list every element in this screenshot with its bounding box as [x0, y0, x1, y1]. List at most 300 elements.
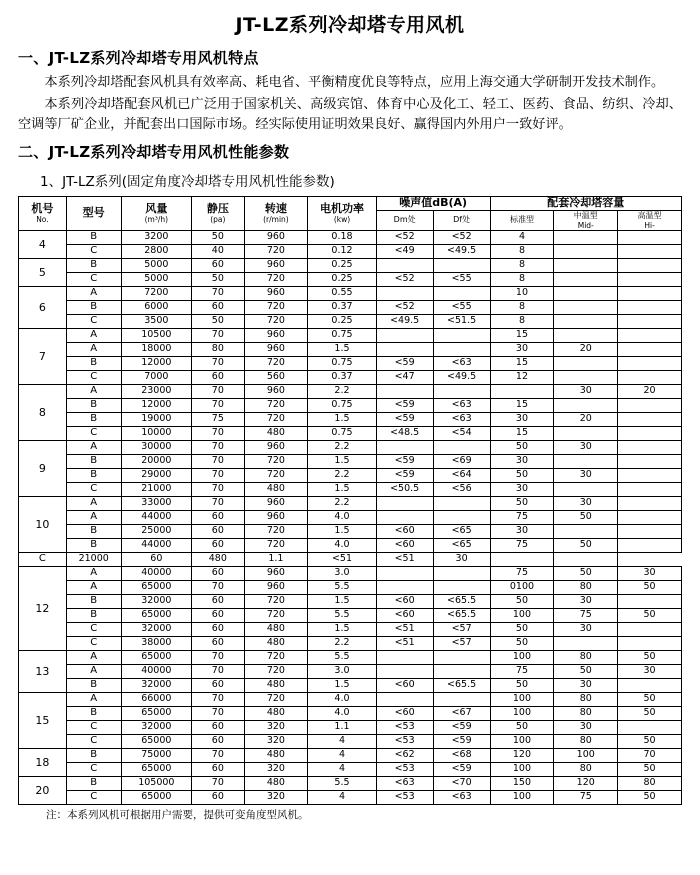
cell-static-pressure: 70 — [192, 692, 244, 706]
cell-model: A — [66, 328, 121, 342]
cell-static-pressure: 70 — [192, 580, 244, 594]
cell-capacity-standard: 8 — [490, 300, 554, 314]
cell-noise-df: <51.5 — [433, 314, 490, 328]
cell-power: 1.5 — [308, 342, 376, 356]
cell-flow: 44000 — [121, 538, 192, 552]
col-header-jihao-en: No. — [36, 214, 49, 224]
cell-capacity-standard: 100 — [490, 706, 554, 720]
table-row — [19, 692, 682, 706]
cell-noise-dm: <53 — [376, 762, 433, 776]
cell-noise-dm — [376, 496, 433, 510]
cell-capacity-hi: 80 — [618, 776, 682, 790]
cell-model: B — [66, 608, 121, 622]
cell-noise-dm — [376, 510, 433, 524]
cell-flow: 12000 — [121, 356, 192, 370]
col-header-capacity-mid: 中温型 Mid- — [554, 211, 618, 231]
cell-flow: 19000 — [121, 412, 192, 426]
cell-capacity-mid: 30 — [554, 440, 618, 454]
cell-capacity-mid — [554, 524, 618, 538]
cell-capacity-hi — [618, 496, 682, 510]
cell-noise-dm — [376, 384, 433, 398]
table-row — [19, 524, 682, 538]
cell-noise-dm: <59 — [376, 412, 433, 426]
cell-capacity-standard: 15 — [490, 328, 554, 342]
cell-noise-df: <65.5 — [433, 678, 490, 692]
cell-noise-df — [433, 566, 490, 580]
cell-jihao: 15 — [19, 692, 67, 748]
table-row — [19, 300, 682, 314]
cell-model: B — [66, 300, 121, 314]
cell-capacity-mid: 30 — [554, 384, 618, 398]
cell-jihao: 8 — [19, 384, 67, 440]
cell-capacity-hi — [618, 538, 682, 552]
cell-flow: 21000 — [121, 482, 192, 496]
cell-flow: 3500 — [121, 314, 192, 328]
table-row — [19, 258, 682, 272]
cell-noise-dm: <52 — [376, 300, 433, 314]
cell-power: 4 — [308, 734, 376, 748]
table-row — [19, 286, 682, 300]
cell-capacity-hi — [618, 230, 682, 244]
table-row — [19, 762, 682, 776]
cell-capacity-hi — [618, 356, 682, 370]
cell-static-pressure: 60 — [192, 608, 244, 622]
table-row — [19, 230, 682, 244]
table-row — [19, 580, 682, 594]
cell-capacity-hi — [618, 510, 682, 524]
cell-flow: 10000 — [121, 426, 192, 440]
cell-model: B — [66, 230, 121, 244]
cell-rpm: 480 — [244, 426, 308, 440]
cell-flow: 7000 — [121, 370, 192, 384]
cell-noise-dm — [376, 258, 433, 272]
cell-noise-df — [433, 496, 490, 510]
cell-model: A — [66, 650, 121, 664]
cell-power: 4.0 — [308, 510, 376, 524]
table-row — [19, 412, 682, 426]
cell-power: 1.1 — [308, 720, 376, 734]
table-row — [19, 314, 682, 328]
cell-power: 1.5 — [308, 678, 376, 692]
cell-noise-dm — [376, 440, 433, 454]
cell-capacity-standard: 100 — [490, 790, 554, 804]
cell-noise-df: <57 — [433, 622, 490, 636]
col-header-fengliang: 风量 (m³/h) — [121, 197, 192, 231]
cell-power: 0.12 — [308, 244, 376, 258]
table-row — [19, 566, 682, 580]
cell-power: 4 — [308, 790, 376, 804]
cell-flow: 32000 — [121, 678, 192, 692]
table-row — [19, 244, 682, 258]
cell-power: 2.2 — [308, 440, 376, 454]
cell-rpm: 320 — [244, 762, 308, 776]
table-row — [19, 538, 682, 552]
col-header-noise-dm: Dm处 — [376, 211, 433, 231]
cell-noise-dm: <49.5 — [376, 314, 433, 328]
cell-model: B — [66, 524, 121, 538]
cell-capacity-hi — [618, 342, 682, 356]
cell-model: A — [66, 664, 121, 678]
cell-capacity-standard: 30 — [490, 524, 554, 538]
cell-rpm: 720 — [244, 398, 308, 412]
cell-power: 4 — [308, 762, 376, 776]
cell-noise-dm — [376, 692, 433, 706]
cell-noise-dm: <60 — [376, 538, 433, 552]
cell-model: A — [66, 286, 121, 300]
cell-static-pressure: 60 — [192, 678, 244, 692]
cell-jihao: 5 — [19, 258, 67, 286]
cell-rpm: 480 — [244, 706, 308, 720]
cell-rpm: 720 — [244, 608, 308, 622]
cell-noise-df: <57 — [433, 636, 490, 650]
cell-capacity-hi: 50 — [618, 762, 682, 776]
cell-model: A — [66, 342, 121, 356]
cell-capacity-mid — [554, 230, 618, 244]
cell-rpm: 320 — [244, 720, 308, 734]
cell-capacity-mid: 80 — [554, 706, 618, 720]
table-row — [19, 622, 682, 636]
cell-model: B — [66, 258, 121, 272]
cell-flow: 65000 — [121, 734, 192, 748]
cell-flow: 3200 — [121, 230, 192, 244]
cell-flow: 5000 — [121, 258, 192, 272]
cell-power: 1.5 — [308, 524, 376, 538]
cell-rpm: 720 — [244, 356, 308, 370]
cell-capacity-hi — [618, 440, 682, 454]
cell-capacity-standard: 0100 — [490, 580, 554, 594]
cell-rpm: 320 — [244, 734, 308, 748]
cell-capacity-standard: 75 — [490, 566, 554, 580]
cell-capacity-standard: 15 — [490, 398, 554, 412]
cell-capacity-mid — [554, 636, 618, 650]
cell-power: 2.2 — [308, 384, 376, 398]
cell-noise-dm — [376, 580, 433, 594]
cell-model: B — [66, 748, 121, 762]
cell-capacity-mid: 30 — [554, 496, 618, 510]
cell-flow: 10500 — [121, 328, 192, 342]
cell-capacity-standard: 30 — [490, 482, 554, 496]
cell-flow: 40000 — [121, 566, 192, 580]
cell-capacity-standard: 150 — [490, 776, 554, 790]
cell-flow: 12000 — [121, 398, 192, 412]
cell-power: 0.25 — [308, 258, 376, 272]
cell-capacity-mid — [490, 552, 554, 566]
cell-jihao: 10 — [19, 496, 67, 552]
section-title-parameters: 二、JT-LZ系列冷却塔专用风机性能参数 — [18, 143, 290, 162]
cell-noise-dm: <60 — [376, 524, 433, 538]
cell-power: 5.5 — [308, 650, 376, 664]
cell-rpm: 720 — [244, 300, 308, 314]
cell-static-pressure: 70 — [192, 650, 244, 664]
col-header-zhuansu: 转速 (r/min) — [244, 197, 308, 231]
cell-static-pressure: 60 — [192, 636, 244, 650]
cell-model: A — [66, 440, 121, 454]
cell-static-pressure: 70 — [192, 748, 244, 762]
cell-capacity-hi — [618, 636, 682, 650]
table-row — [19, 594, 682, 608]
cell-static-pressure: 70 — [192, 482, 244, 496]
cell-noise-df: <69 — [433, 454, 490, 468]
cell-noise-df: <65.5 — [433, 608, 490, 622]
cell-static-pressure: 60 — [192, 258, 244, 272]
cell-capacity-standard: 50 — [490, 720, 554, 734]
cell-rpm: 720 — [244, 650, 308, 664]
cell-noise-dm: <52 — [376, 230, 433, 244]
col-header-power: 电机功率 (kw) — [308, 197, 376, 231]
cell-power: 1.5 — [308, 454, 376, 468]
cell-model: A — [66, 692, 121, 706]
table-row — [19, 426, 682, 440]
cell-power: 4.0 — [308, 692, 376, 706]
cell-capacity-mid — [554, 244, 618, 258]
cell-noise-df: <59 — [433, 762, 490, 776]
cell-rpm: 960 — [244, 230, 308, 244]
cell-model: C — [66, 244, 121, 258]
cell-capacity-mid — [554, 398, 618, 412]
cell-rpm: 720 — [244, 594, 308, 608]
cell-capacity-hi — [554, 552, 618, 566]
cell-capacity-mid: 75 — [554, 790, 618, 804]
cell-jihao: 12 — [19, 566, 67, 650]
cell-noise-dm: <60 — [376, 608, 433, 622]
cell-capacity-standard: 30 — [490, 342, 554, 356]
paragraph-features-2: 本系列冷却塔配套风机已广泛用于国家机关、高级宾馆、体育中心及化工、轻工、医药、食品、纺织、冷却、空调等厂矿企业，并配套出口国际市场。经实际使用证明效果良好、赢得国内外用户一致好评。 — [18, 97, 682, 133]
cell-static-pressure: 60 — [192, 300, 244, 314]
cell-rpm: 720 — [244, 538, 308, 552]
cell-noise-df: <68 — [433, 748, 490, 762]
cell-rpm: 960 — [244, 566, 308, 580]
cell-static-pressure: 70 — [192, 426, 244, 440]
table-row — [19, 664, 682, 678]
cell-flow: 2800 — [121, 244, 192, 258]
cell-noise-df — [433, 440, 490, 454]
cell-flow: 32000 — [121, 622, 192, 636]
cell-noise-dm: <62 — [376, 748, 433, 762]
col-header-capacity-hi: 高温型 Hi- — [618, 211, 682, 231]
cell-flow: 32000 — [121, 594, 192, 608]
cell-capacity-standard: 8 — [490, 272, 554, 286]
cell-model: B — [66, 538, 121, 552]
paragraph-features-1: 本系列冷却塔配套风机具有效率高、耗电省、平衡精度优良等特点，应用上海交通大学研制开发技术制作。 — [44, 75, 665, 90]
cell-capacity-mid: 50 — [554, 566, 618, 580]
cell-power: 2.2 — [308, 636, 376, 650]
cell-capacity-standard: 100 — [490, 762, 554, 776]
cell-noise-dm: <51 — [308, 552, 376, 566]
cell-model: B — [66, 356, 121, 370]
cell-noise-dm: <48.5 — [376, 426, 433, 440]
cell-flow: 38000 — [121, 636, 192, 650]
cell-rpm: 720 — [244, 524, 308, 538]
cell-capacity-standard: 12 — [490, 370, 554, 384]
cell-static-pressure: 70 — [192, 776, 244, 790]
cell-static-pressure: 60 — [192, 720, 244, 734]
cell-noise-df: <55 — [433, 300, 490, 314]
cell-power: 0.25 — [308, 272, 376, 286]
col-header-jingya: 静压 (pa) — [192, 197, 244, 231]
cell-noise-df — [433, 580, 490, 594]
cell-capacity-mid — [554, 356, 618, 370]
cell-jihao: 6 — [19, 286, 67, 328]
cell-model: C — [66, 762, 121, 776]
cell-capacity-standard: 50 — [490, 594, 554, 608]
cell-capacity-mid: 30 — [554, 622, 618, 636]
cell-jihao: 20 — [19, 776, 67, 804]
cell-capacity-mid: 30 — [554, 594, 618, 608]
cell-noise-df — [433, 286, 490, 300]
cell-capacity-hi: 50 — [618, 692, 682, 706]
cell-rpm: 960 — [244, 286, 308, 300]
cell-capacity-hi — [618, 678, 682, 692]
cell-capacity-mid: 20 — [554, 412, 618, 426]
table-row — [19, 384, 682, 398]
cell-capacity-hi — [618, 314, 682, 328]
cell-static-pressure: 60 — [192, 566, 244, 580]
cell-capacity-mid — [554, 426, 618, 440]
cell-capacity-hi — [618, 258, 682, 272]
cell-static-pressure: 70 — [192, 384, 244, 398]
cell-noise-df — [433, 342, 490, 356]
cell-capacity-hi — [618, 524, 682, 538]
cell-power: 5.5 — [308, 776, 376, 790]
cell-capacity-standard: 15 — [490, 356, 554, 370]
cell-model: A — [66, 580, 121, 594]
cell-noise-dm: <52 — [376, 272, 433, 286]
cell-model: B — [66, 468, 121, 482]
cell-capacity-hi: 30 — [618, 566, 682, 580]
cell-capacity-standard: 30 — [433, 552, 490, 566]
cell-flow: 65000 — [121, 706, 192, 720]
cell-capacity-mid — [554, 328, 618, 342]
cell-noise-df — [433, 328, 490, 342]
cell-flow: 65000 — [121, 608, 192, 622]
cell-flow: 23000 — [121, 384, 192, 398]
cell-static-pressure: 60 — [192, 370, 244, 384]
cell-static-pressure: 60 — [192, 538, 244, 552]
cell-rpm: 480 — [244, 748, 308, 762]
cell-noise-dm: <49 — [376, 244, 433, 258]
cell-flow: 105000 — [121, 776, 192, 790]
cell-noise-dm: <60 — [376, 706, 433, 720]
cell-rpm: 480 — [244, 636, 308, 650]
table-row — [19, 790, 682, 804]
cell-rpm: 720 — [244, 314, 308, 328]
cell-rpm: 480 — [192, 552, 244, 566]
cell-capacity-standard: 100 — [490, 734, 554, 748]
cell-noise-dm — [376, 342, 433, 356]
table-row — [19, 356, 682, 370]
cell-power: 0.25 — [308, 314, 376, 328]
cell-capacity-hi: 30 — [618, 664, 682, 678]
cell-capacity-standard — [490, 384, 554, 398]
cell-flow: 20000 — [121, 454, 192, 468]
section-title-features: 一、JT-LZ系列冷却塔专用风机特点 — [18, 49, 259, 67]
cell-noise-dm: <53 — [376, 734, 433, 748]
cell-flow: 5000 — [121, 272, 192, 286]
table-row — [19, 440, 682, 454]
col-header-xinghao: 型号 — [66, 197, 121, 231]
cell-model: C — [66, 734, 121, 748]
col-header-noise: 噪声值dB(A) — [376, 197, 490, 211]
cell-noise-df: <63 — [433, 412, 490, 426]
cell-noise-df: <59 — [433, 734, 490, 748]
cell-capacity-standard: 50 — [490, 636, 554, 650]
cell-capacity-hi — [618, 594, 682, 608]
cell-rpm: 960 — [244, 440, 308, 454]
cell-noise-df: <65 — [433, 524, 490, 538]
cell-noise-df — [433, 258, 490, 272]
cell-noise-df — [433, 692, 490, 706]
cell-model: C — [66, 720, 121, 734]
cell-noise-dm: <59 — [376, 454, 433, 468]
cell-capacity-standard: 50 — [490, 496, 554, 510]
cell-model: C — [66, 790, 121, 804]
cell-capacity-mid: 30 — [554, 678, 618, 692]
cell-capacity-mid — [554, 272, 618, 286]
cell-static-pressure: 80 — [192, 342, 244, 356]
cell-static-pressure: 50 — [192, 314, 244, 328]
cell-capacity-standard: 100 — [490, 692, 554, 706]
cell-capacity-mid: 30 — [554, 720, 618, 734]
cell-noise-df: <52 — [433, 230, 490, 244]
cell-capacity-mid: 80 — [554, 692, 618, 706]
cell-power: 1.1 — [244, 552, 308, 566]
cell-noise-dm: <53 — [376, 720, 433, 734]
cell-capacity-mid: 100 — [554, 748, 618, 762]
cell-noise-dm: <47 — [376, 370, 433, 384]
cell-static-pressure: 70 — [192, 706, 244, 720]
cell-capacity-standard: 10 — [490, 286, 554, 300]
cell-capacity-mid: 80 — [554, 650, 618, 664]
cell-flow: 65000 — [121, 762, 192, 776]
cell-static-pressure: 60 — [192, 524, 244, 538]
cell-rpm: 960 — [244, 328, 308, 342]
cell-noise-df: <56 — [433, 482, 490, 496]
cell-noise-df: <59 — [433, 720, 490, 734]
cell-noise-df: <63 — [433, 356, 490, 370]
cell-static-pressure: 60 — [121, 552, 192, 566]
cell-rpm: 720 — [244, 244, 308, 258]
cell-static-pressure: 70 — [192, 356, 244, 370]
cell-capacity-hi: 50 — [618, 734, 682, 748]
cell-power: 1.5 — [308, 594, 376, 608]
cell-static-pressure: 60 — [192, 762, 244, 776]
cell-noise-df — [433, 384, 490, 398]
cell-capacity-hi — [618, 482, 682, 496]
cell-static-pressure: 60 — [192, 734, 244, 748]
cell-noise-df — [433, 650, 490, 664]
cell-noise-df: <65.5 — [433, 594, 490, 608]
table-subheading: 1、JT-LZ系列(固定角度冷却塔专用风机性能参数) — [40, 174, 335, 191]
cell-rpm: 960 — [244, 342, 308, 356]
cell-noise-dm — [376, 286, 433, 300]
cell-capacity-mid: 120 — [554, 776, 618, 790]
cell-rpm: 960 — [244, 580, 308, 594]
cell-rpm: 720 — [244, 468, 308, 482]
cell-static-pressure: 50 — [192, 230, 244, 244]
cell-capacity-standard: 4 — [490, 230, 554, 244]
col-header-jihao — [19, 197, 67, 231]
cell-rpm: 960 — [244, 496, 308, 510]
cell-noise-dm — [376, 650, 433, 664]
cell-capacity-mid — [554, 258, 618, 272]
cell-flow: 6000 — [121, 300, 192, 314]
cell-power: 3.0 — [308, 664, 376, 678]
cell-noise-dm: <59 — [376, 468, 433, 482]
cell-power: 1.5 — [308, 482, 376, 496]
cell-flow: 21000 — [66, 552, 121, 566]
cell-jihao: 9 — [19, 440, 67, 496]
cell-rpm: 560 — [244, 370, 308, 384]
